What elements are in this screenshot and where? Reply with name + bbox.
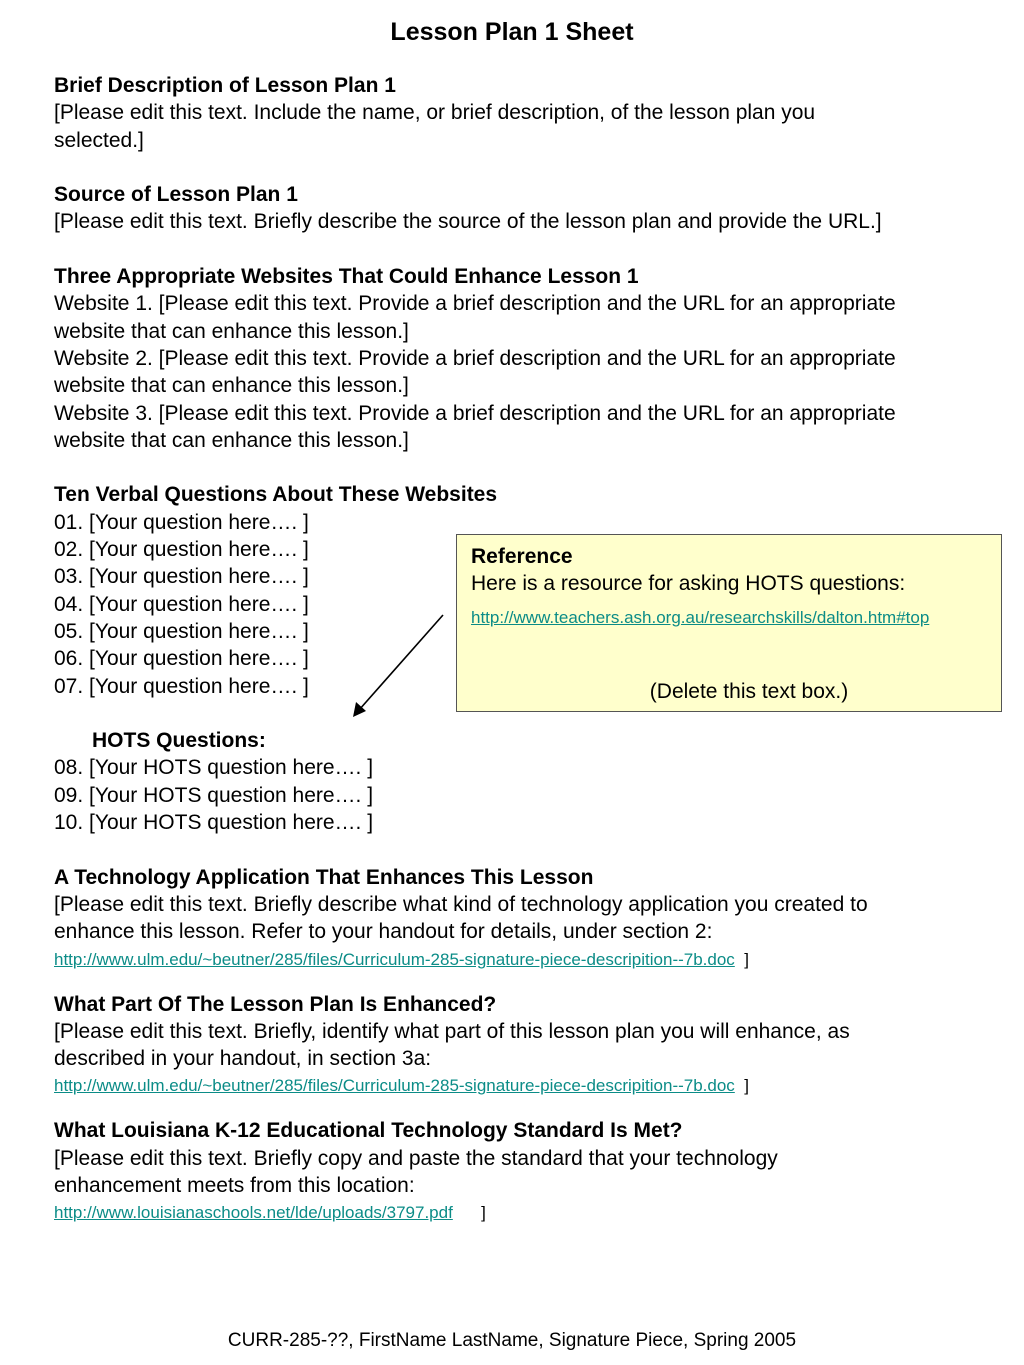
bracket-close: ]	[481, 1203, 486, 1223]
question-item[interactable]: 06. [Your question here…. ]	[54, 647, 309, 671]
standard-link-line	[54, 1199, 974, 1222]
website-3-text[interactable]: Website 3. [Please edit this text. Provide a brief description and the URL for an appropriate	[54, 401, 896, 425]
technology-heading: A Technology Application That Enhances This Lesson	[54, 865, 594, 889]
website-2-text[interactable]: Website 2. [Please edit this text. Provide a brief description and the URL for an appropriate	[54, 346, 896, 370]
source-section	[54, 181, 974, 236]
bracket-close: ]	[744, 1076, 749, 1096]
standard-text-cont[interactable]: enhancement meets from this location:	[54, 1173, 415, 1197]
questions-heading: Ten Verbal Questions About These Websites	[54, 483, 498, 507]
website-3-text-cont[interactable]: website that can enhance this lesson.]	[54, 428, 409, 452]
hots-question-item[interactable]: 09. [Your HOTS question here…. ]	[54, 783, 374, 807]
enhanced-text[interactable]: [Please edit this text. Briefly, identify what part of this lesson plan you will enhance, as	[54, 1019, 850, 1043]
handout-link[interactable]: http://www.ulm.edu/~beutner/285/files/Curriculum-285-signature-piece-descripition--7b.doc	[54, 949, 735, 969]
technology-link-line	[54, 946, 974, 969]
source-heading: Source of Lesson Plan 1	[54, 183, 298, 207]
enhanced-section	[54, 991, 974, 1096]
reference-heading: Reference	[471, 545, 573, 568]
standard-section	[54, 1117, 974, 1222]
question-item[interactable]: 01. [Your question here…. ]	[54, 510, 309, 534]
websites-heading: Three Appropriate Websites That Could Enhance Lesson 1	[54, 265, 639, 289]
question-item[interactable]: 05. [Your question here…. ]	[54, 619, 309, 643]
question-item[interactable]: 03. [Your question here…. ]	[54, 565, 309, 589]
question-item[interactable]: 04. [Your question here…. ]	[54, 592, 309, 616]
website-1-text-cont[interactable]: website that can enhance this lesson.]	[54, 319, 409, 343]
enhanced-text-cont[interactable]: described in your handout, in section 3a:	[54, 1047, 432, 1071]
standard-heading: What Louisiana K-12 Educational Technology Standard Is Met?	[54, 1119, 683, 1143]
brief-description-text-cont[interactable]: selected.]	[54, 128, 144, 152]
standards-link[interactable]: http://www.louisianaschools.net/lde/uploads/3797.pdf	[54, 1203, 453, 1223]
reference-text: Here is a resource for asking HOTS questions:	[471, 572, 906, 596]
websites-section	[54, 263, 974, 454]
reference-text-box[interactable]	[456, 534, 1002, 712]
brief-description-section	[54, 72, 974, 154]
brief-description-heading: Brief Description of Lesson Plan 1	[54, 74, 396, 97]
standard-text[interactable]: [Please edit this text. Briefly copy and paste the standard that your technology	[54, 1146, 778, 1170]
technology-text-cont[interactable]: enhance this lesson. Refer to your handout for details, under section 2:	[54, 920, 713, 944]
source-text[interactable]: [Please edit this text. Briefly describe the source of the lesson plan and provide the URL.]	[54, 210, 882, 234]
reference-link-line	[471, 608, 987, 628]
hots-questions-heading: HOTS Questions:	[92, 729, 266, 753]
handout-link[interactable]: http://www.ulm.edu/~beutner/285/files/Curriculum-285-signature-piece-descripition--7b.doc	[54, 1076, 735, 1096]
hots-question-item[interactable]: 10. [Your HOTS question here…. ]	[54, 811, 374, 835]
website-2-text-cont[interactable]: website that can enhance this lesson.]	[54, 374, 409, 398]
technology-text[interactable]: [Please edit this text. Briefly describe what kind of technology application you created to	[54, 892, 868, 916]
question-item[interactable]: 02. [Your question here…. ]	[54, 538, 309, 562]
enhanced-heading: What Part Of The Lesson Plan Is Enhanced?	[54, 992, 497, 1016]
hots-question-item[interactable]: 08. [Your HOTS question here…. ]	[54, 756, 374, 780]
website-1-text[interactable]: Website 1. [Please edit this text. Provide a brief description and the URL for an appropriate	[54, 292, 896, 316]
enhanced-link-line	[54, 1072, 974, 1095]
brief-description-text[interactable]: [Please edit this text. Include the name, or brief description, of the lesson plan you	[54, 101, 816, 125]
technology-section	[54, 864, 974, 969]
footer-text: CURR-285-??, FirstName LastName, Signature Piece, Spring 2005	[227, 1330, 797, 1351]
bracket-close: ]	[744, 949, 749, 969]
hots-resource-link[interactable]: http://www.teachers.ash.org.au/researchskills/dalton.htm#top	[471, 607, 930, 627]
page-title: Lesson Plan 1 Sheet	[390, 18, 634, 46]
question-item[interactable]: 07. [Your question here…. ]	[54, 674, 309, 698]
delete-note: (Delete this text box.)	[649, 680, 849, 703]
